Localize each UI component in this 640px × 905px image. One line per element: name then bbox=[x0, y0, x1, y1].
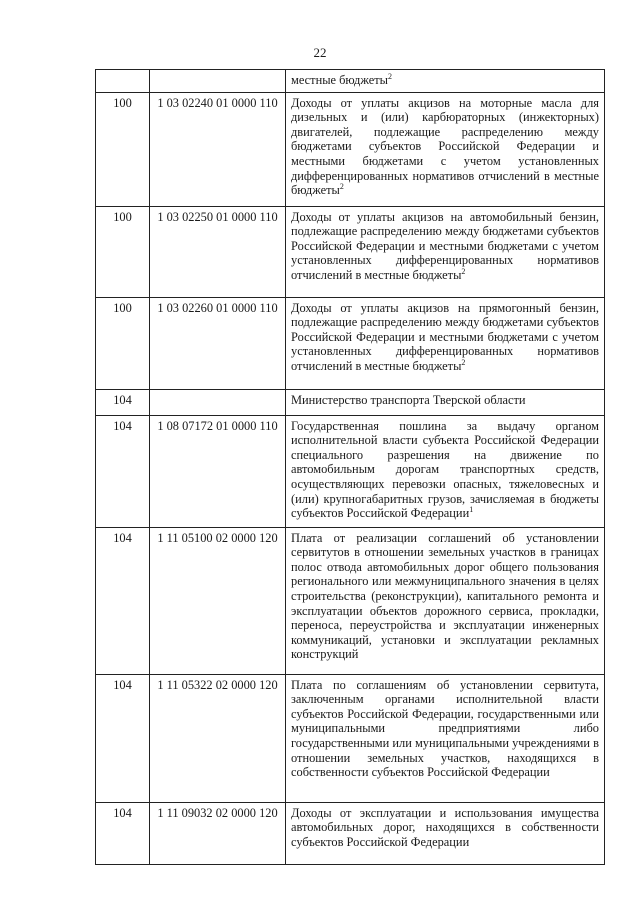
table-row bbox=[96, 674, 605, 802]
budget-code-cell bbox=[150, 389, 286, 415]
budget-code-cell: 1 03 02240 01 0000 110 bbox=[150, 92, 286, 206]
budget-code-cell: 1 11 05322 02 0000 120 bbox=[150, 674, 286, 802]
footnote-marker: 2 bbox=[461, 357, 466, 367]
description-cell bbox=[286, 802, 605, 864]
table-row bbox=[96, 802, 605, 864]
description-cell bbox=[286, 415, 605, 527]
budget-code-cell: 1 11 05100 02 0000 120 bbox=[150, 527, 286, 674]
admin-code-cell: 100 bbox=[96, 206, 150, 297]
description-cell bbox=[286, 389, 605, 415]
budget-code-cell: 1 03 02260 01 0000 110 bbox=[150, 297, 286, 389]
description-text: Доходы от уплаты акцизов на прямогонный бензин, подлежащие распределению между бюджетами субъектов Российской Федерации и местными бюджетами с учетом установленных дифференцированных нормативов отчислений в местные бюджеты bbox=[291, 300, 599, 373]
description-text: Плата от реализации соглашений об установлении сервитутов в отношении земельных участков в границах полос отвода автомобильных дорог общего пользования регионального или межмуниципального значения в целях строительства (реконструкции), капитального ремонта и эксплуатации объектов дорожного сервиса, прокладки, переноса, переустройства и эксплуатации инженерных коммуникаций, установки и эксплуатации рекламных конструкций bbox=[291, 530, 599, 662]
admin-code-cell: 100 bbox=[96, 92, 150, 206]
footnote-marker: 1 bbox=[469, 505, 474, 515]
table-row bbox=[96, 389, 605, 415]
description-text: Доходы от уплаты акцизов на автомобильный бензин, подлежащие распределению между бюджетами субъектов Российской Федерации и местными бюджетами с учетом установленных дифференцированных нормативов отчислений в местные бюджеты bbox=[291, 209, 599, 282]
description-cell bbox=[286, 674, 605, 802]
admin-code-cell: 100 bbox=[96, 297, 150, 389]
table-row bbox=[96, 527, 605, 674]
description-text: Доходы от уплаты акцизов на моторные масла для дизельных и (или) карбюраторных (инжекторных) двигателей, подлежащие распределению между бюджетами субъектов Российской Федерации и местными бюджетами с учетом установленных дифференцированных нормативов отчислений в местные бюджеты bbox=[291, 95, 599, 198]
page-number: 22 bbox=[313, 45, 327, 60]
footnote-marker: 2 bbox=[388, 71, 392, 81]
admin-code-cell: 104 bbox=[96, 674, 150, 802]
description-cell bbox=[286, 527, 605, 674]
budget-code-cell: 1 03 02250 01 0000 110 bbox=[150, 206, 286, 297]
description-cell bbox=[286, 92, 605, 206]
description-text: Плата по соглашениям об установлении сервитута, заключенным органами исполнительной власти субъектов Российской Федерации, государственными или муниципальными предприятиями либо государственными или муниципальными учреждениями в отношении земельных участков, находящихся в собственности субъектов Российской Федерации bbox=[291, 677, 599, 780]
table-row bbox=[96, 297, 605, 389]
table-row bbox=[96, 70, 605, 93]
admin-code-cell: 104 bbox=[96, 415, 150, 527]
admin-code-cell: 104 bbox=[96, 389, 150, 415]
table-row bbox=[96, 415, 605, 527]
description-cell bbox=[286, 206, 605, 297]
description-cell bbox=[286, 297, 605, 389]
footnote-marker: 2 bbox=[339, 182, 344, 192]
budget-code-cell: 1 11 09032 02 0000 120 bbox=[150, 802, 286, 864]
table-row bbox=[96, 206, 605, 297]
description-text: Государственная пошлина за выдачу органом исполнительной власти субъекта Российской Федерации специального разрешения на движение по автомобильным дорогам транспортных средств, осуществляющих перевозки опасных, тяжеловесных и (или) крупногабаритных грузов, зачисляемая в бюджеты субъектов Российской Федерации bbox=[291, 418, 599, 521]
budget-code-cell: 1 08 07172 01 0000 110 bbox=[150, 415, 286, 527]
description-text: местные бюджеты bbox=[291, 73, 388, 87]
budget-revenue-table bbox=[95, 69, 605, 865]
table-row bbox=[96, 92, 605, 206]
ministry-heading: Министерство транспорта Тверской области bbox=[291, 392, 526, 407]
footnote-marker: 2 bbox=[461, 266, 466, 276]
budget-code-cell bbox=[150, 70, 286, 93]
description-cell bbox=[286, 70, 605, 93]
admin-code-cell: 104 bbox=[96, 802, 150, 864]
description-text: Доходы от эксплуатации и использования имущества автомобильных дорог, находящихся в собственности субъектов Российской Федерации bbox=[291, 805, 599, 849]
admin-code-cell bbox=[96, 70, 150, 93]
admin-code-cell: 104 bbox=[96, 527, 150, 674]
